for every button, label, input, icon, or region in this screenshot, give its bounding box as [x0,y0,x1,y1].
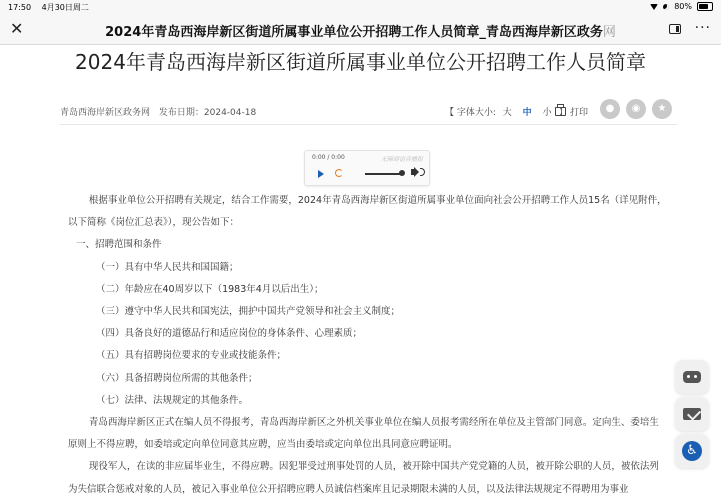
star-icon[interactable]: ★ [652,99,672,119]
font-size-label: 【 字体大小: [445,108,496,118]
browser-nav-bar [0,14,721,45]
accessibility-icon: ♿ [682,441,702,461]
battery-percent: 80% [674,2,692,11]
mail-icon [683,408,701,420]
nav-title-tail: 网 [602,25,616,40]
moon-icon [663,4,669,10]
publish-date: 发布日期：2024-04-18 [158,108,257,118]
tabs-icon[interactable] [669,24,681,34]
condition-item: （五）具有招聘岗位要求的专业或技能条件； [96,350,287,362]
font-large-button[interactable]: 大 [502,108,512,118]
status-date: 4月30日周二 [41,3,89,12]
font-medium-button[interactable]: 中 [522,108,532,118]
condition-item: （七）法律、法规规定的其他条件。 [96,394,249,406]
audio-player [304,150,430,186]
intro-paragraph: 根据事业单位公开招聘有关规定，结合工作需要，2024年青岛西海岸新区街道所属事业单位面向社会公开招聘工作人员15名（详见附件，以下简称《岗位汇总表》），现公告如下： [68,195,667,229]
mail-button[interactable] [675,397,709,431]
accessibility-button[interactable] [675,434,709,468]
speaker-icon[interactable] [411,169,415,175]
battery-icon [697,2,713,11]
section-heading: 一、招聘范围和条件 [76,239,162,251]
article-meta [60,100,677,125]
font-size-bracket: 】 [558,108,568,118]
page-tab-title [40,21,681,40]
status-time: 17:50 [8,3,32,12]
nav-title-main: 2024年青岛西海岸新区街道所属事业单位公开招聘工作人员简章_青岛西海岸新区政务 [105,25,603,40]
font-size-control [445,105,567,118]
volume-track[interactable] [365,173,403,175]
condition-item: （一）具有中华人民共和国国籍； [96,261,239,273]
status-bar [0,0,721,14]
condition-item: （四）具备良好的道德品行和适应岗位的身体条件、心理素质； [96,328,363,340]
print-button[interactable] [555,105,588,118]
audio-time: 0:00 / 0:00 [312,154,345,161]
condition-item: （二）年龄应在40周岁以下（1983年4月以后出生）； [96,283,324,295]
volume-knob[interactable] [399,170,405,176]
condition-item: （三）遵守中华人民共和国宪法，拥护中国共产党领导和社会主义制度； [96,306,401,318]
article-body [68,190,668,501]
print-label: 打印 [570,108,589,118]
loop-icon[interactable] [335,169,343,177]
robot-assistant-button[interactable] [675,360,709,394]
condition-item: （六）具备招聘岗位所需的其他条件； [96,372,258,384]
font-small-button[interactable]: 小 [542,108,552,118]
wifi-icon [650,4,658,10]
play-icon[interactable] [318,170,324,178]
printer-icon [555,107,566,116]
close-icon[interactable]: ✕ [10,19,24,38]
page-title: 2024年青岛西海岸新区街道所属事业单位公开招聘工作人员简章 [75,50,646,74]
more-icon[interactable]: ··· [694,20,711,36]
robot-icon [683,371,701,383]
wechat-icon[interactable]: ● [600,99,620,119]
body-paragraph: 青岛西海岸新区正式在编人员不得报考，青岛西海岸新区之外机关事业单位在编人员报考需经所在单位及主管部门同意。定向生、委培生原则上不得应聘，如委培或定向单位同意其应聘，应当由委培或定向单位出具同意应聘证明。 [68,417,659,451]
article-source: 青岛西海岸新区政务网 [60,108,151,118]
weibo-icon[interactable]: ◉ [626,99,646,119]
audio-brand: 无障碍语音播报 [380,156,423,163]
body-paragraph: 现役军人，在读的非应届毕业生，不得应聘。因犯罪受过刑事处罚的人员，被开除中国共产党党籍的人员，被开除公职的人员，被依法列为失信联合惩戒对象的人员，被记入事业单位公开招聘应聘人员诚信档案库且记录期限未满的人员，以及法律法规规定不得聘用为事业 [68,461,659,495]
